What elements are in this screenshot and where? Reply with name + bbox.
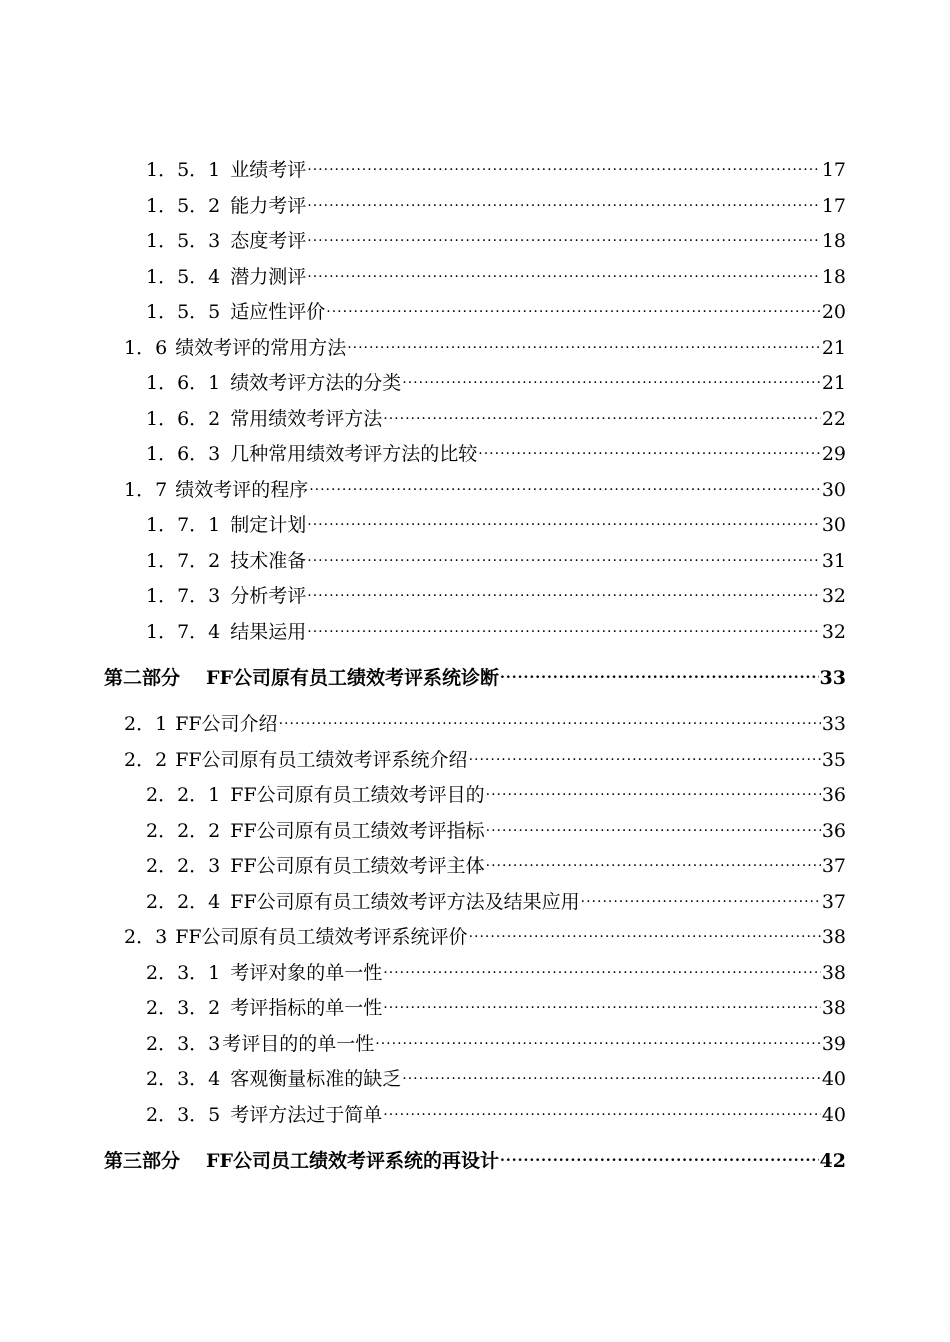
- dot-leader: [581, 884, 821, 908]
- toc-entry-page: 18: [821, 266, 846, 288]
- toc-entry[interactable]: [146, 955, 846, 985]
- toc-entry[interactable]: [124, 706, 846, 736]
- toc-entry-page: 20: [821, 301, 846, 323]
- toc-entry-title: 态度考评: [230, 230, 307, 252]
- toc-entry[interactable]: [146, 436, 846, 466]
- toc-entry-page: 39: [821, 1033, 846, 1055]
- toc-entry-number: 2．2．4: [146, 891, 221, 913]
- toc-entry[interactable]: [146, 777, 846, 807]
- toc-entry-title: 绩效考评的常用方法: [175, 337, 347, 359]
- toc-entry-title: 绩效考评的程序: [175, 479, 309, 501]
- toc-entry[interactable]: [146, 365, 846, 395]
- toc-entry-page: 32: [821, 621, 846, 643]
- dot-leader: [486, 813, 821, 837]
- toc-entry-number: 1．7．4: [146, 621, 221, 643]
- toc-entry-number: 2．3．2: [146, 997, 221, 1019]
- toc-entry[interactable]: [146, 152, 846, 182]
- dot-leader: [469, 919, 821, 943]
- toc-entry-title: 几种常用绩效考评方法的比较: [230, 443, 478, 465]
- toc-entry-title: 考评对象的单一性: [230, 962, 383, 984]
- toc-entry-page: 21: [821, 337, 846, 359]
- toc-entry-page: 38: [821, 997, 846, 1019]
- toc-entry[interactable]: [146, 507, 846, 537]
- toc-entry[interactable]: [146, 614, 846, 644]
- toc-entry[interactable]: [146, 1097, 846, 1127]
- toc-entry-title: 分析考评: [230, 585, 307, 607]
- toc-entry-number: 2．2: [124, 749, 168, 771]
- toc-entry-number: 1．7．3: [146, 585, 221, 607]
- toc-part-entry[interactable]: [104, 1143, 846, 1173]
- toc-entry-page: 40: [821, 1104, 846, 1126]
- toc-part-entry[interactable]: [104, 660, 846, 690]
- toc-entry-title: FF公司原有员工绩效考评目的: [230, 784, 485, 806]
- toc-entry-number: 1．7．2: [146, 550, 221, 572]
- toc-entry-title: FF公司原有员工绩效考评系统诊断: [206, 667, 499, 689]
- toc-entry-page: 17: [821, 159, 846, 181]
- toc-entry[interactable]: [146, 1061, 846, 1091]
- toc-entry-page: 37: [821, 891, 846, 913]
- toc-entry-title: FF公司原有员工绩效考评方法及结果应用: [230, 891, 580, 913]
- toc-entry[interactable]: [146, 1026, 846, 1056]
- toc-entry-number: 2．3．3: [146, 1033, 221, 1055]
- toc-entry-number: 2．1: [124, 713, 168, 735]
- toc-entry[interactable]: [146, 259, 846, 289]
- dot-leader: [383, 401, 821, 425]
- dot-leader: [383, 955, 821, 979]
- toc-entry-number: 2．3．4: [146, 1068, 221, 1090]
- toc-entry-number: 1．5．1: [146, 159, 221, 181]
- toc-entry-page: 38: [821, 962, 846, 984]
- toc-entry-title: 绩效考评方法的分类: [230, 372, 402, 394]
- toc-entry-number: 2．3．1: [146, 962, 221, 984]
- toc-entry-number: 2．3．5: [146, 1104, 221, 1126]
- toc-entry[interactable]: [146, 813, 846, 843]
- toc-entry[interactable]: [146, 188, 846, 218]
- toc-entry-number: 1．5．3: [146, 230, 221, 252]
- dot-leader: [500, 1143, 819, 1167]
- dot-leader: [402, 1061, 821, 1085]
- dot-leader: [383, 990, 821, 1014]
- toc-entry-page: 42: [819, 1150, 846, 1172]
- dot-leader: [307, 152, 821, 176]
- toc-entry-page: 17: [821, 195, 846, 217]
- toc-entry-title: 适应性评价: [230, 301, 326, 323]
- toc-entry-title: 结果运用: [230, 621, 307, 643]
- toc-entry-title: 考评指标的单一性: [230, 997, 383, 1019]
- toc-entry-number: 1．6．2: [146, 408, 221, 430]
- dot-leader: [402, 365, 821, 389]
- toc-entry[interactable]: [146, 223, 846, 253]
- toc-entry-title: 能力考评: [230, 195, 307, 217]
- toc-entry-title: 客观衡量标准的缺乏: [230, 1068, 402, 1090]
- dot-leader: [307, 507, 821, 531]
- toc-entry-title: 常用绩效考评方法: [230, 408, 383, 430]
- toc-entry-page: 38: [821, 926, 846, 948]
- toc-entry-number: 1．7: [124, 479, 168, 501]
- toc-entry[interactable]: [124, 330, 846, 360]
- toc-entry-title: 考评方法过于简单: [230, 1104, 383, 1126]
- dot-leader: [307, 578, 821, 602]
- toc-entry-number: 1．6．1: [146, 372, 221, 394]
- toc-entry-number: 1．5．2: [146, 195, 221, 217]
- toc-entry-number: 1．6: [124, 337, 168, 359]
- toc-entry-number: 2．2．1: [146, 784, 221, 806]
- toc-entry-page: 33: [819, 667, 846, 689]
- toc-entry-title: 制定计划: [230, 514, 307, 536]
- toc-entry-number: 2．2．2: [146, 820, 221, 842]
- dot-leader: [383, 1097, 821, 1121]
- toc-entry-title: FF公司原有员工绩效考评系统评价: [175, 926, 468, 948]
- dot-leader: [486, 777, 821, 801]
- toc-entry-page: 32: [821, 585, 846, 607]
- toc-entry-title: 业绩考评: [230, 159, 307, 181]
- dot-leader: [500, 660, 819, 684]
- toc-entry-number: 第二部分: [104, 667, 181, 689]
- dot-leader: [469, 742, 821, 766]
- toc-entry-number: 1．7．1: [146, 514, 221, 536]
- toc-entry-page: 33: [821, 713, 846, 735]
- toc-entry-page: 29: [821, 443, 846, 465]
- toc-entry[interactable]: [146, 848, 846, 878]
- dot-leader: [347, 330, 821, 354]
- toc-entry-number: 1．6．3: [146, 443, 221, 465]
- dot-leader: [307, 223, 821, 247]
- toc-entry-page: 36: [821, 784, 846, 806]
- toc-entry[interactable]: [146, 884, 846, 914]
- toc-entry-page: 30: [821, 479, 846, 501]
- toc-entry-page: 18: [821, 230, 846, 252]
- toc-entry[interactable]: [146, 578, 846, 608]
- toc-entry-page: 22: [821, 408, 846, 430]
- toc-entry[interactable]: [124, 742, 846, 772]
- toc-entry[interactable]: [146, 294, 846, 324]
- dot-leader: [307, 543, 821, 567]
- toc-entry[interactable]: [124, 472, 846, 502]
- toc-entry-number: 第三部分: [104, 1150, 181, 1172]
- dot-leader: [309, 472, 821, 496]
- toc-entry-number: 1．5．4: [146, 266, 221, 288]
- toc-entry-title: FF公司原有员工绩效考评指标: [230, 820, 485, 842]
- toc-entry-page: 36: [821, 820, 846, 842]
- dot-leader: [478, 436, 821, 460]
- toc-entry-number: 2．2．3: [146, 855, 221, 877]
- dot-leader: [279, 706, 821, 730]
- toc-entry-title: 考评目的的单一性: [222, 1033, 375, 1055]
- toc-entry[interactable]: [146, 990, 846, 1020]
- toc-entry-number: 1．5．5: [146, 301, 221, 323]
- toc-entry-number: 2．3: [124, 926, 168, 948]
- toc-entry-title: FF公司原有员工绩效考评系统介绍: [175, 749, 468, 771]
- toc-entry-page: 35: [821, 749, 846, 771]
- dot-leader: [326, 294, 821, 318]
- toc-entry-title: FF公司介绍: [175, 713, 278, 735]
- toc-entry-page: 30: [821, 514, 846, 536]
- dot-leader: [307, 259, 821, 283]
- dot-leader: [486, 848, 821, 872]
- toc-entry-title: 技术准备: [230, 550, 307, 572]
- toc-entry-page: 40: [821, 1068, 846, 1090]
- toc-entry-page: 31: [821, 550, 846, 572]
- toc-entry[interactable]: [124, 919, 846, 949]
- dot-leader: [307, 188, 821, 212]
- toc-entry-page: 37: [821, 855, 846, 877]
- dot-leader: [307, 614, 821, 638]
- toc-entry-page: 21: [821, 372, 846, 394]
- dot-leader: [375, 1026, 821, 1050]
- toc-entry[interactable]: [146, 543, 846, 573]
- toc-entry-title: FF公司员工绩效考评系统的再设计: [206, 1150, 499, 1172]
- toc-entry-title: FF公司原有员工绩效考评主体: [230, 855, 485, 877]
- toc-entry[interactable]: [146, 401, 846, 431]
- toc-entry-title: 潜力测评: [230, 266, 307, 288]
